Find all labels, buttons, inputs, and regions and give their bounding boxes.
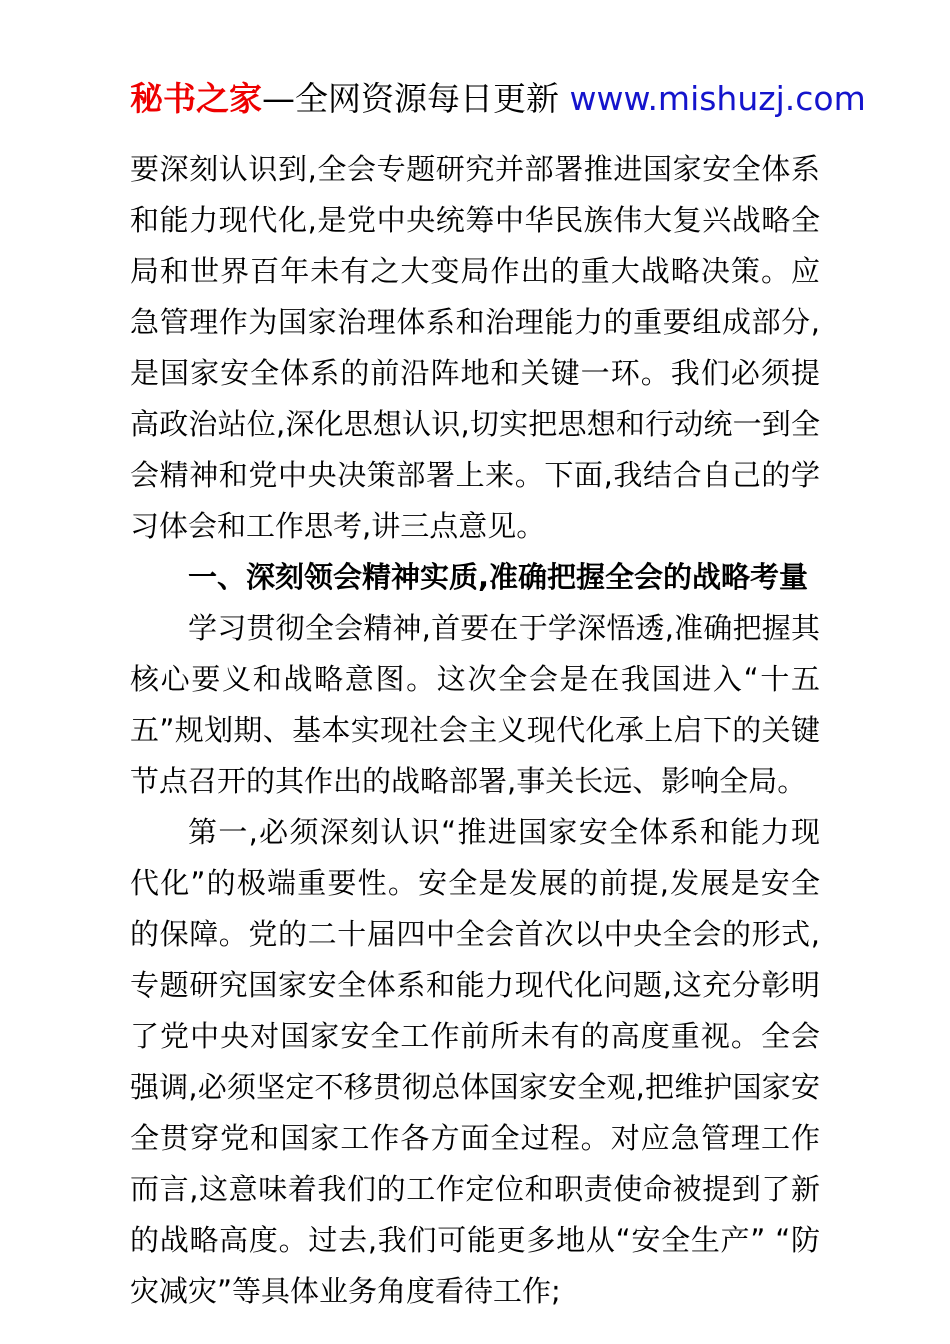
document-body (130, 144, 820, 1317)
site-tagline: —全网资源每日更新 (262, 79, 570, 118)
body-paragraph: 第一,必须深刻认识“推进国家安全体系和能力现代化”的极端重要性。安全是发展的前提,发展是安全的保障。党的二十届四中全会首次以中央全会的形式,专题研究国家安全体系和能力现代化问题,这充分彰明了党中央对国家安全工作前所未有的高度重视。全会强调,必须坚定不移贯彻总体国家安全观,把维护国家安全贯穿党和国家工作各方面全过程。对应急管理工作而言,这意味着我们的工作定位和职责使命被提到了新的战略高度。过去,我们可能更多地从“安全生产” “防灾减灾”等具体业务角度看待工作; (130, 815, 820, 1308)
section-heading: 一、深刻领会精神实质,准确把握全会的战略考量 (188, 560, 809, 594)
site-brand: 秘书之家 (130, 79, 262, 118)
site-header (130, 0, 866, 122)
continuation-paragraph: 要深刻认识到,全会专题研究并部署推进国家安全体系和能力现代化,是党中央统筹中华民族伟大复兴战略全局和世界百年未有之大变局作出的重大战略决策。应急管理作为国家治理体系和治理能力的重要组成部分,是国家安全体系的前沿阵地和关键一环。我们必须提高政治站位,深化思想认识,切实把思想和行动统一到全会精神和党中央决策部署上来。下面,我结合自己的学习体会和工作思考,讲三点意见。 (130, 152, 820, 543)
body-paragraph: 学习贯彻全会精神,首要在于学深悟透,准确把握其核心要义和战略意图。这次全会是在我国进入“十五五”规划期、基本实现社会主义现代化承上启下的关键节点召开的其作出的战略部署,事关长远、影响全局。 (130, 611, 820, 798)
site-url-link[interactable]: www.mishuzj.com (569, 79, 866, 118)
